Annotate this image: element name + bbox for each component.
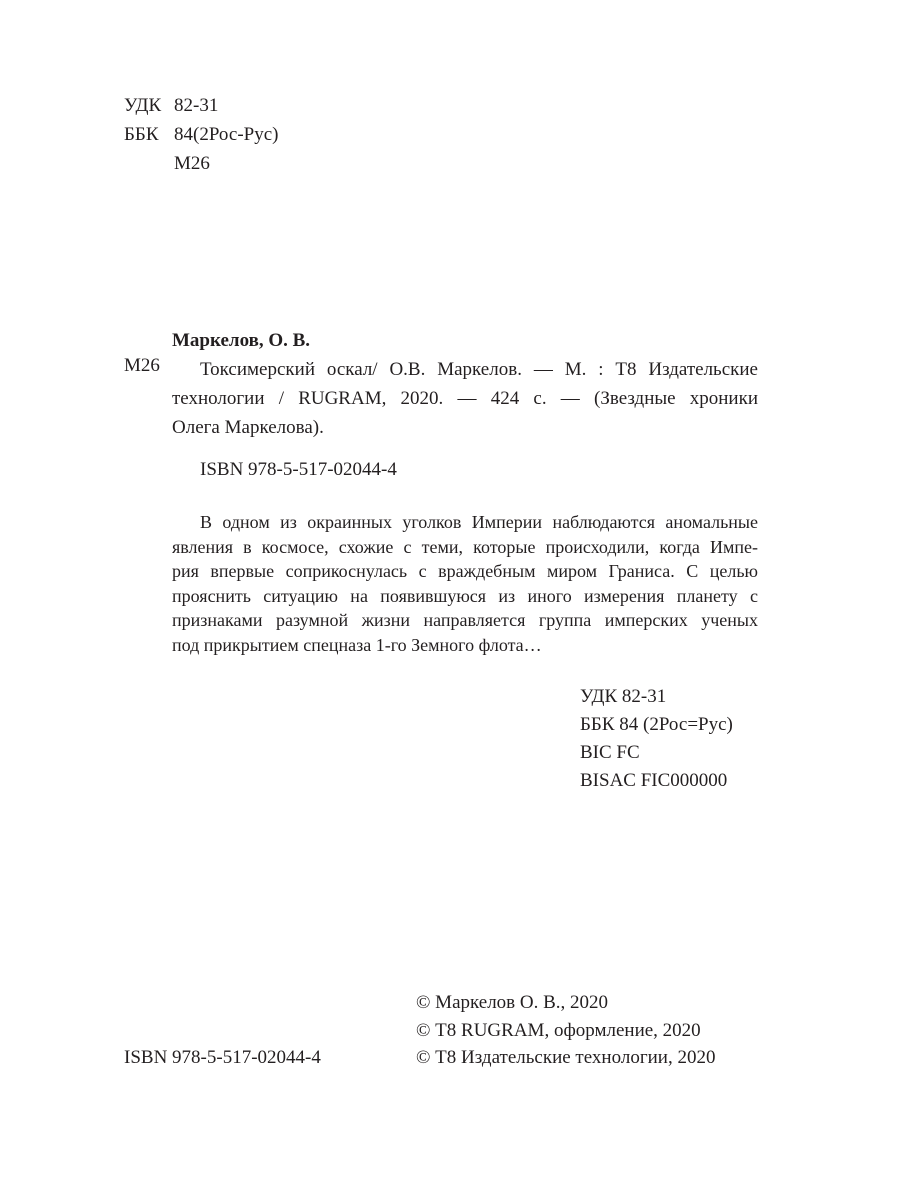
- annotation: [172, 510, 758, 657]
- annotation-line: под прикрытием спецназа 1-го Земного флота…: [172, 634, 542, 655]
- classification-codes-top: [124, 91, 278, 178]
- annotation-line: В одном из окраинных уголков Империи наблюдаются аномальные: [200, 512, 758, 532]
- copyright-line: © Т8 Издательские технологии, 2020: [416, 1047, 716, 1068]
- biblio-line: технологии / RUGRAM, 2020. — 424 с. — (Звездные хроники: [172, 388, 758, 409]
- biblio-line: Олега Маркелова).: [172, 417, 324, 438]
- bbk-code: ББК 84 (2Рос=Рус): [580, 714, 733, 735]
- udk-code: УДК 82-31: [580, 686, 667, 707]
- udk-value: 82-31: [174, 95, 219, 116]
- author-mark-label: [124, 149, 174, 178]
- author-heading: Маркелов, О. В.: [172, 330, 311, 351]
- bisac-code: BISAC FIC000000: [580, 770, 728, 791]
- copyright-block: [416, 989, 715, 1072]
- udk-label: УДК: [124, 95, 162, 116]
- author-mark-row: [124, 149, 278, 178]
- biblio-line: Токсимерский оскал/ О.В. Маркелов. — М. : Т8 Издательские: [200, 359, 758, 380]
- annotation-line: явления в космосе, схожие с теми, которые происходили, когда Импе-: [172, 536, 758, 557]
- annotation-line: признаками разумной жизни направляется группа имперских ученых: [172, 610, 758, 630]
- bic-code: BIC FC: [580, 742, 640, 763]
- isbn: ISBN 978-5-517-02044-4: [200, 459, 397, 480]
- bbk-value: 84(2Рос-Рус): [174, 124, 279, 145]
- author-mark-value: М26: [174, 153, 210, 174]
- udk-row: [124, 91, 278, 120]
- classification-codes-right: [580, 683, 733, 795]
- bbk-row: [124, 120, 278, 149]
- copyright-line: © Маркелов О. В., 2020: [416, 992, 609, 1013]
- author-mark: М26: [124, 355, 160, 376]
- copyright-line: © Т8 RUGRAM, оформление, 2020: [416, 1019, 701, 1041]
- bibliographic-description: [172, 355, 758, 442]
- annotation-line: рия впервые соприкоснулась с враждебным миром Граниса. С целью: [172, 561, 758, 581]
- footer-isbn: ISBN 978-5-517-02044-4: [124, 1047, 321, 1068]
- bbk-label: ББК: [124, 124, 159, 145]
- annotation-line: прояснить ситуацию на появившуюся из иного измерения планету с: [172, 585, 758, 606]
